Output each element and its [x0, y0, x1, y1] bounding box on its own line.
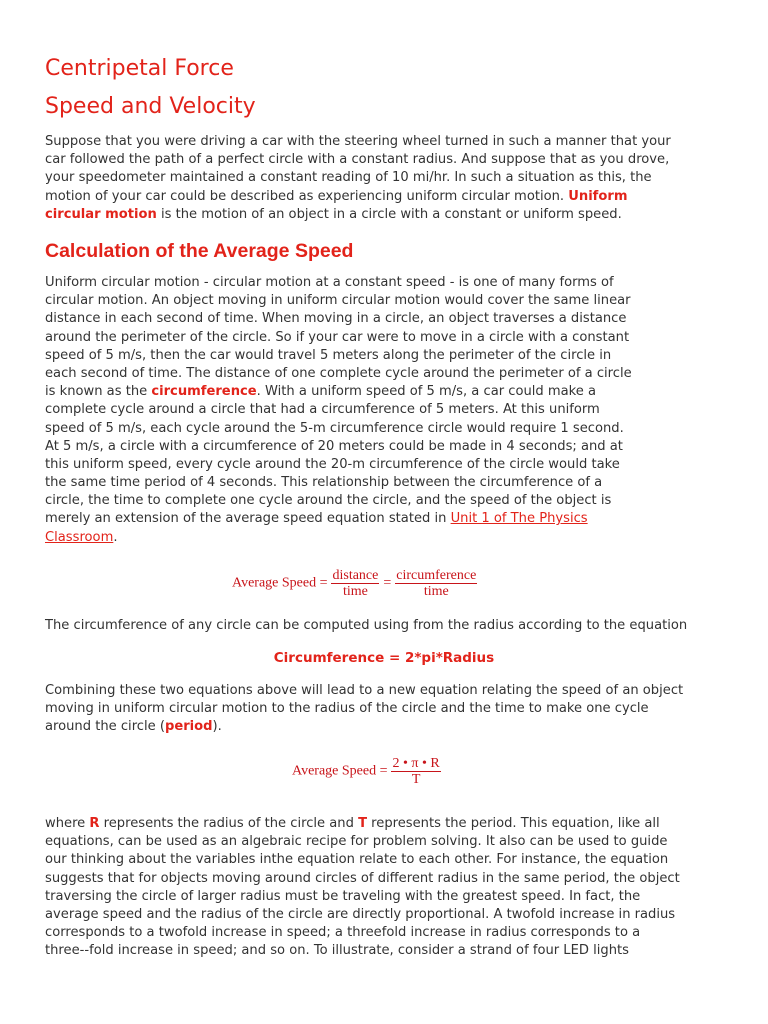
circumference-equation: Circumference = 2*pi*Radius: [273, 650, 495, 666]
eq2-fraction: [391, 756, 440, 787]
body-line: around the perimeter of the circle. So if your car were to move in a circle with a constant: [45, 329, 630, 345]
body-text: is known as the: [45, 384, 152, 400]
intro-text: motion of your car could be described as experiencing uniform circular motion.: [45, 188, 569, 204]
combine-paragraph: [45, 682, 683, 737]
intro-line: [45, 206, 671, 224]
term-period: period: [164, 719, 213, 735]
intro-line: your speedometer maintained a constant reading of 10 mi/hr. In such a situation as this, the: [45, 170, 652, 186]
intro-text: is the motion of an object in a circle with a constant or uniform speed.: [156, 206, 622, 222]
physics-classroom-link[interactable]: Unit 1 of The Physics: [450, 511, 588, 527]
final-line: suggests that for objects moving around circles of different radius in the same period, the object: [45, 870, 680, 886]
body-line: [45, 510, 632, 528]
final-line: our thinking about the variables inthe equation relate to each other. For instance, the equation: [45, 852, 669, 868]
eq1-equals: =: [383, 575, 392, 591]
body-line: circle, the time to complete one cycle around the circle, and the speed of the object is: [45, 493, 612, 509]
eq1-fraction-distance: [331, 568, 379, 598]
eq1-den1: time: [342, 584, 368, 598]
body-line: the same time period of 4 seconds. This relationship between the circumference of a: [45, 475, 603, 491]
body-line: this uniform speed, every cycle around the 20-m circumference of the circle would take: [45, 456, 620, 472]
intro-line: Suppose that you were driving a car with the steering wheel turned in such a manner that your: [45, 134, 671, 149]
average-speed-equation: [232, 568, 494, 598]
eq1-den2: time: [423, 584, 449, 598]
final-text: represents the period. This equation, like all: [367, 816, 660, 831]
final-paragraph: [45, 815, 680, 961]
combine-text: ).: [212, 719, 222, 735]
eq2-lhs: Average Speed =: [292, 763, 388, 779]
body-line: [45, 529, 632, 547]
final-text: represents the radius of the circle and: [99, 816, 359, 831]
eq2-den: T: [411, 772, 421, 787]
eq1-num2: circumference: [396, 568, 477, 583]
term-circumference: circumference: [151, 384, 257, 400]
term-circular-motion: circular motion: [45, 206, 157, 222]
body-text: . With a uniform speed of 5 m/s, a car could make a: [256, 384, 597, 400]
term-uniform: Uniform: [568, 188, 628, 204]
final-line: traversing the circle of larger radius must be traveling with the greatest speed. In fact, the: [45, 888, 641, 904]
final-line: corresponds to a twofold increase in speed; a threefold increase in radius corresponds to a: [45, 925, 641, 941]
combine-line: Combining these two equations above will lead to a new equation relating the speed of an object: [45, 683, 684, 698]
final-line: [45, 815, 680, 833]
eq1-fraction-circumference: [395, 568, 477, 598]
intro-line: [45, 188, 671, 206]
speed-radius-equation: [292, 756, 450, 792]
final-text: where: [45, 816, 90, 831]
eq1-lhs: Average Speed =: [232, 575, 328, 591]
body-line: circular motion. An object moving in uniform circular motion would cover the same linear: [45, 293, 631, 309]
intro-paragraph: [45, 133, 671, 224]
combine-line: [45, 718, 683, 736]
section-title: Speed and Velocity: [45, 94, 256, 119]
average-speed-heading: Calculation of the Average Speed: [45, 240, 354, 262]
body-line: distance in each second of time. When moving in a circle, an object traverses a distance: [45, 311, 627, 327]
symbol-r: R: [89, 816, 100, 831]
body-line: speed of 5 m/s, then the car would travel 5 meters along the perimeter of the circle in: [45, 347, 612, 363]
eq1-num1: distance: [332, 568, 379, 583]
body-line: [45, 383, 632, 401]
page-title: Centripetal Force: [45, 56, 234, 81]
body-line: At 5 m/s, a circle with a circumference of 20 meters could be made in 4 seconds; and at: [45, 438, 623, 454]
combine-line: moving in uniform circular motion to the radius of the circle and the time to make one cycle: [45, 701, 649, 717]
body-line: complete cycle around a circle that had a circumference of 5 meters. At this uniform: [45, 402, 600, 418]
final-line: average speed and the radius of the circle are directly proportional. A twofold increase in radius: [45, 906, 676, 922]
body-paragraph: [45, 274, 632, 547]
intro-line: car followed the path of a perfect circle with a constant radius. And suppose that as you drove,: [45, 152, 670, 168]
body-line: Uniform circular motion - circular motion at a constant speed - is one of many forms of: [45, 275, 614, 290]
eq2-num: 2 • π • R: [392, 756, 440, 771]
physics-classroom-link-cont[interactable]: Classroom: [45, 529, 114, 545]
body-line: speed of 5 m/s, each cycle around the 5-m circumference circle would require 1 second.: [45, 420, 624, 436]
symbol-t: T: [358, 816, 367, 831]
final-line: equations, can be used as an algebraic recipe for problem solving. It also can be used to guide: [45, 834, 668, 850]
final-line: three--fold increase in speed; and so on. To illustrate, consider a strand of four LED lights: [45, 943, 629, 959]
body-text: merely an extension of the average speed equation stated in: [45, 511, 451, 527]
body-text: .: [113, 529, 118, 545]
combine-text: around the circle (: [45, 719, 165, 735]
body-line: each second of time. The distance of one complete cycle around the perimeter of a circle: [45, 365, 632, 381]
circumference-sentence: The circumference of any circle can be computed using from the radius according to the equation: [45, 618, 688, 633]
